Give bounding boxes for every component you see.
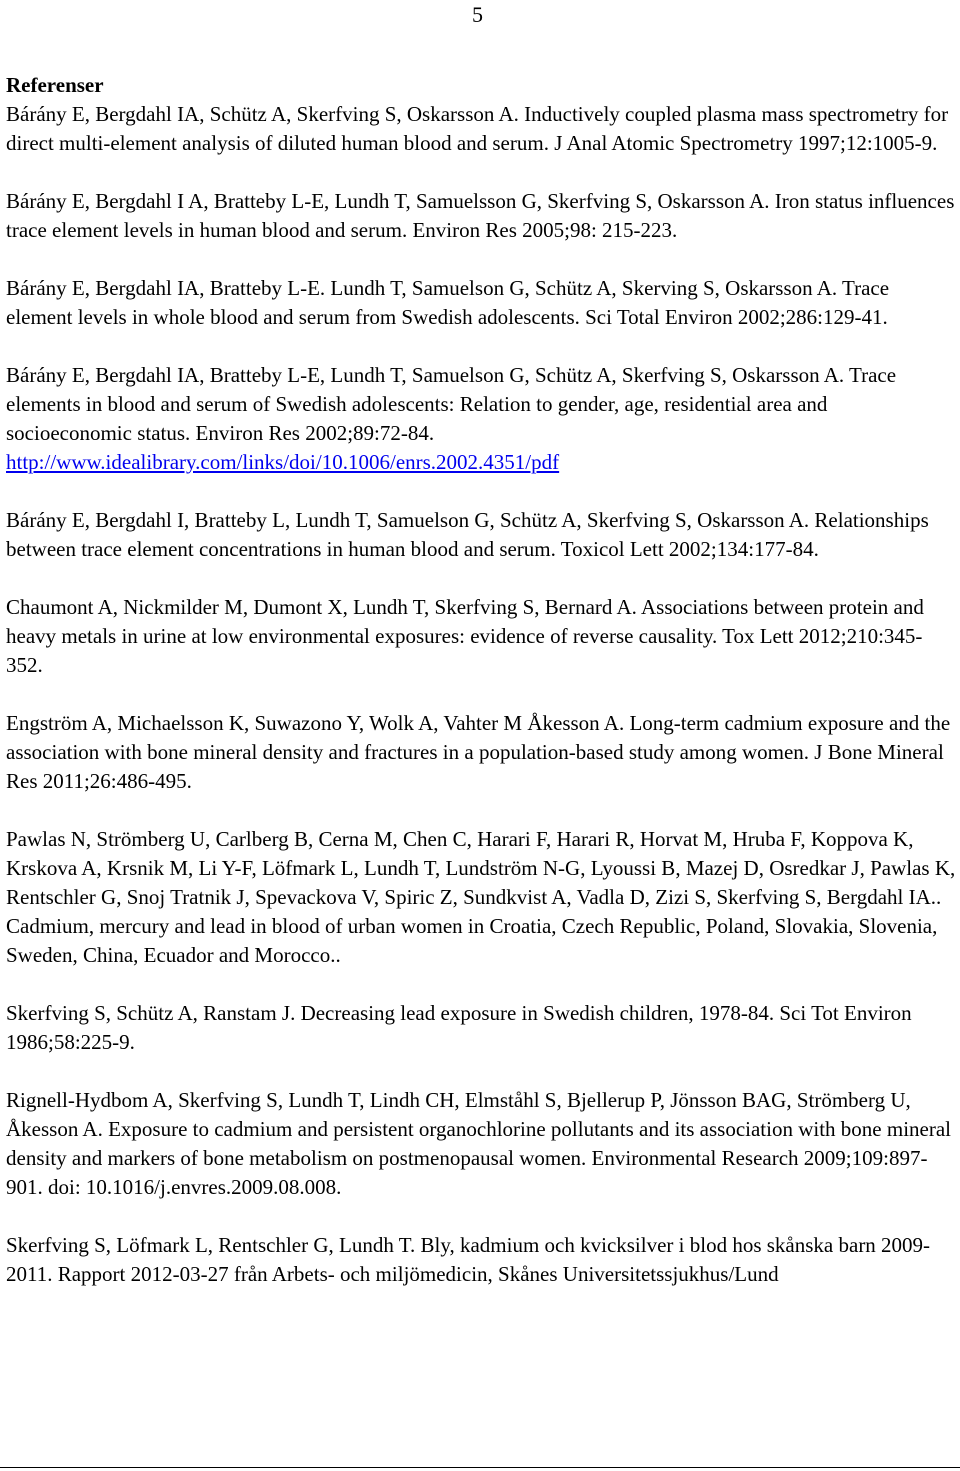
- page-number: 5: [472, 2, 483, 27]
- reference-text: Bárány E, Bergdahl I, Bratteby L, Lundh T, Samuelson G, Schütz A, Skerfving S, Oskarsson A. Relationships between trace element concentrations in human blood and serum. Toxicol Lett 2002;134:177-84.: [6, 508, 929, 561]
- reference-item: [6, 361, 956, 477]
- reference-item: [6, 274, 956, 332]
- reference-text: Engström A, Michaelsson K, Suwazono Y, Wolk A, Vahter M Åkesson A. Long-term cadmium exposure and the association with bone mineral density and fractures in a population-based study among women. J Bone Mineral Res 2011;26:486-495.: [6, 711, 951, 793]
- reference-item: [6, 100, 956, 158]
- reference-item: [6, 1231, 956, 1289]
- reference-text: Bárány E, Bergdahl I A, Bratteby L-E, Lundh T, Samuelsson G, Skerfving S, Oskarsson A. Iron status influences trace element levels in human blood and serum. Environ Res 2005;98: 215-223.: [6, 189, 955, 242]
- reference-item: [6, 999, 956, 1057]
- reference-item: [6, 709, 956, 796]
- reference-text: Bárány E, Bergdahl IA, Bratteby L-E, Lundh T, Samuelson G, Schütz A, Skerfving S, Oskarsson A. Trace elements in blood and serum of Swedish adolescents: Relation to gender, age, residential area and socioeconomic status. Environ Res 2002;89:72-84.: [6, 363, 897, 445]
- reference-text: Rignell-Hydbom A, Skerfving S, Lundh T, Lindh CH, Elmståhl S, Bjellerup P, Jönsson BAG, Strömberg U, Åkesson A. Exposure to cadmium and persistent organochlorine pollutants and its association with bone mineral density and markers of bone metabolism on postmenopausal women. Environmental Research 2009;109:897-901. doi: 10.1016/j.envres.2009.08.008.: [6, 1088, 952, 1199]
- reference-text: Chaumont A, Nickmilder M, Dumont X, Lundh T, Skerfving S, Bernard A. Associations between protein and heavy metals in urine at low environmental exposures: evidence of reverse causality. Tox Lett 2012;210:345-352.: [6, 595, 924, 677]
- bottom-rule: [0, 1467, 960, 1468]
- reference-text: Pawlas N, Strömberg U, Carlberg B, Cerna M, Chen C, Harari F, Harari R, Horvat M, Hruba F, Koppova K, Krskova A, Krsnik M, Li Y-F, Löfmark L, Lundh T, Lundström N-G, Lyoussi B, Mazej D, Osredkar J, Pawlas K, Rentschler G, Snoj Tratnik J, Spevackova V, Spiric Z, Sundkvist A, Vadla D, Zizi S, Skerfving S, Bergdahl IA.. Cadmium, mercury and lead in blood of urban women in Croatia, Czech Republic, Poland, Slovakia, Slovenia, Sweden, China, Ecuador and Morocco..: [6, 827, 956, 967]
- reference-item: [6, 187, 956, 245]
- reference-item: [6, 825, 956, 970]
- reference-text: Bárány E, Bergdahl IA, Schütz A, Skerfving S, Oskarsson A. Inductively coupled plasma mass spectrometry for direct multi-element analysis of diluted human blood and serum. J Anal Atomic Spectrometry 1997;12:1005-9.: [6, 102, 949, 155]
- reference-text: Skerfving S, Schütz A, Ranstam J. Decreasing lead exposure in Swedish children, 1978-84. Sci Tot Environ 1986;58:225-9.: [6, 1001, 912, 1054]
- reference-item: [6, 593, 956, 680]
- reference-section: [6, 71, 956, 1318]
- reference-link[interactable]: http://www.idealibrary.com/links/doi/10.1006/enrs.2002.4351/pdf: [6, 450, 560, 474]
- reference-text: Bárány E, Bergdahl IA, Bratteby L-E. Lundh T, Samuelson G, Schütz A, Skerving S, Oskarsson A. Trace element levels in whole blood and serum from Swedish adolescents. Sci Total Environ 2002;286:129-41.: [6, 276, 890, 329]
- reference-item: [6, 506, 956, 564]
- section-heading: Referenser: [6, 73, 104, 97]
- reference-item: [6, 1086, 956, 1202]
- reference-text: Skerfving S, Löfmark L, Rentschler G, Lundh T. Bly, kadmium och kvicksilver i blod hos skånska barn 2009-2011. Rapport 2012-03-27 från Arbets- och miljömedicin, Skånes Universitetssjukhus/Lund: [6, 1233, 931, 1286]
